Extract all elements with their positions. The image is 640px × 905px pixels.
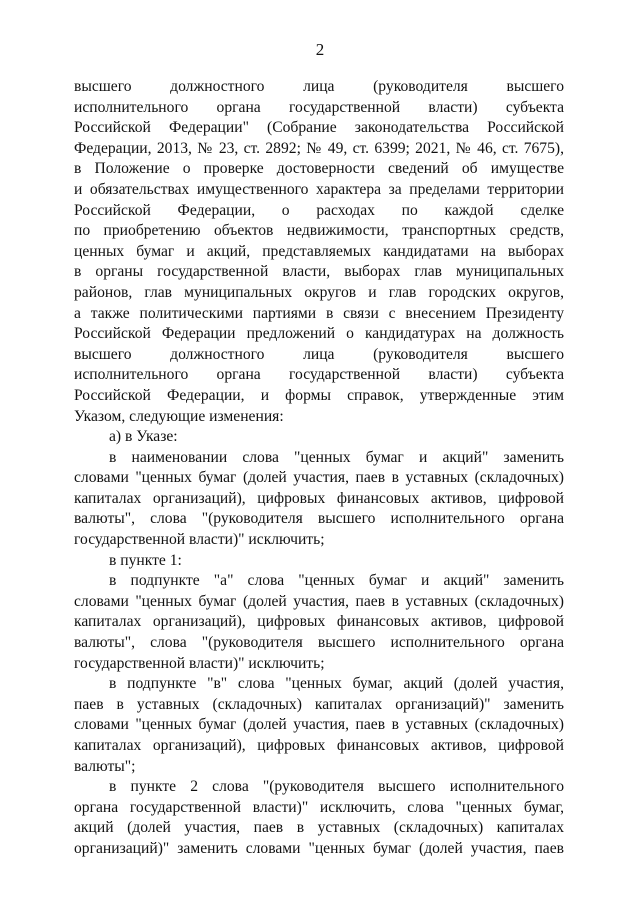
text-line: в пункте 2 слова "(руководителя высшего исполнительного: [109, 778, 564, 796]
text-line: а также политическими партиями в связи с внесением Президенту: [74, 304, 564, 322]
text-line: исполнительного органа государственной власти) субъекта: [74, 98, 564, 116]
document-body: [74, 77, 564, 860]
page-number: 2: [315, 40, 325, 59]
text-line: а) в Указе:: [109, 428, 178, 446]
text-line: в Положение о проверке достоверности сведений об имуществе: [74, 160, 564, 178]
text-line: в подпункте "в" слова "ценных бумаг, акций (долей участия,: [109, 675, 564, 693]
text-line: в органы государственной власти, выборах глав муниципальных: [74, 263, 564, 281]
text-line: Российской Федерации" (Собрание законодательства Российской: [74, 119, 564, 137]
text-line: высшего должностного лица (руководителя высшего: [74, 345, 564, 363]
text-line: капиталах организаций), цифровых финансовых активов, цифровой: [74, 613, 564, 631]
text-line: валюты", слова "(руководителя высшего исполнительного органа: [74, 510, 564, 528]
text-line: капиталах организаций), цифровых финансовых активов, цифровой: [74, 737, 564, 754]
text-line: ценных бумаг и акций, представляемых кандидатами на выборах: [74, 242, 564, 260]
text-line: капиталах организаций), цифровых финансовых активов, цифровой: [74, 489, 564, 507]
text-line: Российской Федерации предложений о кандидатурах на должность: [74, 325, 564, 343]
text-line: в пункте 1:: [109, 551, 182, 569]
text-line: высшего должностного лица (руководителя высшего: [74, 78, 564, 95]
text-line: словами "ценных бумаг (долей участия, паев в уставных (складочных): [74, 469, 564, 487]
text-line: организаций)" заменить словами "ценных бумаг (долей участия, паев: [74, 839, 564, 857]
text-line: органа государственной власти)" исключить, слова "ценных бумаг,: [74, 798, 564, 816]
text-line: исполнительного органа государственной власти) субъекта: [74, 366, 564, 384]
text-line: словами "ценных бумаг (долей участия, паев в уставных (складочных): [74, 592, 564, 610]
text-line: в наименовании слова "ценных бумаг и акций" заменить: [109, 448, 564, 466]
text-line: Российской Федерации, о расходах по каждой сделке: [74, 201, 564, 219]
text-line: словами "ценных бумаг (долей участия, паев в уставных (складочных): [74, 716, 564, 734]
text-line: районов, глав муниципальных округов и глав городских округов,: [74, 283, 564, 301]
text-line: валюты";: [74, 757, 136, 775]
text-line: паев в уставных (складочных) капиталах организаций)" заменить: [74, 695, 564, 713]
text-line: акций (долей участия, паев в уставных (складочных) капиталах: [74, 819, 564, 837]
text-line: по приобретению объектов недвижимости, транспортных средств,: [74, 222, 564, 240]
text-line: государственной власти)" исключить;: [74, 531, 325, 549]
text-line: Российской Федерации, и формы справок, утвержденные этим: [74, 386, 564, 404]
text-line: Указом, следующие изменения:: [74, 407, 284, 425]
text-line: в подпункте "а" слова "ценных бумаг и акций" заменить: [109, 572, 564, 590]
text-line: валюты", слова "(руководителя высшего исполнительного органа: [74, 634, 564, 652]
text-line: и обязательствах имущественного характера за пределами территории: [74, 180, 564, 198]
text-line: Федерации, 2013, № 23, ст. 2892; № 49, ст. 6399; 2021, № 46, ст. 7675),: [74, 139, 564, 157]
text-line: государственной власти)" исключить;: [74, 654, 325, 672]
